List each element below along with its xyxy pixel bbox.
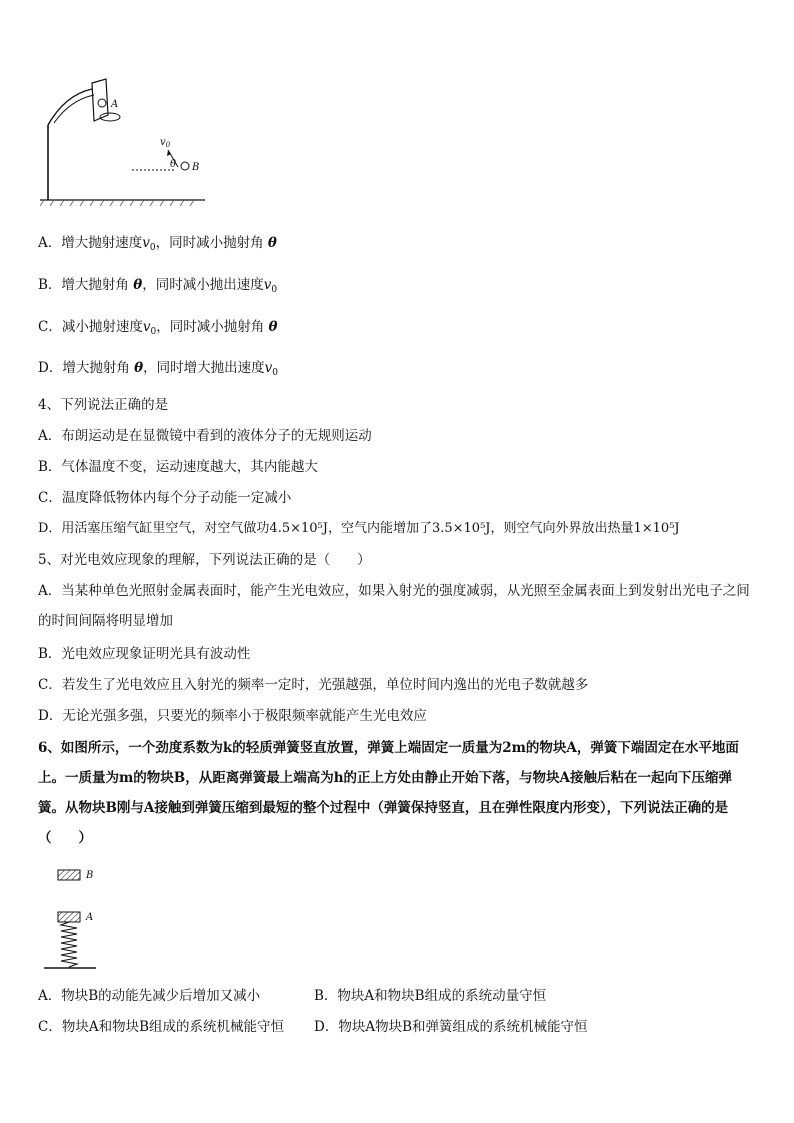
q4-option-d: D．用活塞压缩气缸里空气，对空气做功4.5×10⁵J，空气内能增加了3.5×10⁵J，则空气向外界放出热量1×10⁵J <box>38 521 680 536</box>
q3-option-b: B．增大抛射角 θ，同时减小抛出速度$v_0$ <box>38 277 278 295</box>
block-b <box>58 870 80 880</box>
q3-option-d: D．增大抛射角 θ，同时增大抛出速度$v_0$ <box>38 360 279 378</box>
q5-stem: 5、对光电效应现象的理解，下列说法正确的是（ ） <box>38 552 371 568</box>
q4-option-c: C．温度降低物体内每个分子动能一定减小 <box>38 490 292 506</box>
q6-option-a: A．物块B的动能先减少后增加又减小 <box>38 988 261 1004</box>
label-a: A <box>111 99 119 110</box>
label-b: B <box>192 162 200 173</box>
spring <box>61 922 77 967</box>
q3-option-a: A．增大抛射速度$v_0$，同时减小抛射角 θ <box>38 235 277 253</box>
spring-figure <box>40 866 130 974</box>
q5-option-b: B．光电效应现象证明光具有波动性 <box>38 646 251 662</box>
block-a <box>58 912 80 922</box>
label-theta: θ <box>170 159 177 170</box>
q4-stem: 4、下列说法正确的是 <box>38 397 169 413</box>
fig2-label-a: A <box>86 912 94 923</box>
q3-option-c: C．减小抛射速度$v_0$，同时减小抛射角 θ <box>38 319 278 337</box>
q5-option-a: A．当某种单色光照射金属表面时，能产生光电效应，如果入射光的强度减弱，从光照至金属表面上到发射出光电子之间的时间间隔将明显增加 <box>38 583 750 629</box>
basketball-figure <box>40 75 220 210</box>
q4-option-b: B．气体温度不变，运动速度越大，其内能越大 <box>38 459 318 475</box>
q5-option-d: D．无论光强多强，只要光的频率小于极限频率就能产生光电效应 <box>38 708 427 724</box>
label-v0: $v_0$ <box>160 137 171 149</box>
q6-option-b: B．物块A和物块B组成的系统动量守恒 <box>314 988 547 1004</box>
q6-stem: 6、如图所示，一个劲度系数为k的轻质弹簧竖直放置，弹簧上端固定一质量为2m的物块A，弹簧下端固定在水平地面上。一质量为m的物块B，从距离弹簧最上端高为h的正上方处由静止开始下落，与物块A接触后粘在一起向下压缩弹簧。从物块B刚与A接触到弹簧压缩到最短的整个过程中（弹簧保持竖直，且在弹性限度内形变），下列说法正确的是（ ） <box>38 740 739 846</box>
q5-option-c: C．若发生了光电效应且入射光的频率一定时，光强越强，单位时间内逸出的光电子数就越多 <box>38 677 589 693</box>
q4-option-a: A．布朗运动是在显微镜中看到的液体分子的无规则运动 <box>38 428 372 444</box>
fig2-label-b: B <box>86 870 94 881</box>
q6-option-c: C．物块A和物块B组成的系统机械能守恒 <box>38 1019 284 1035</box>
q6-option-d: D．物块A物块B和弹簧组成的系统机械能守恒 <box>314 1019 588 1035</box>
